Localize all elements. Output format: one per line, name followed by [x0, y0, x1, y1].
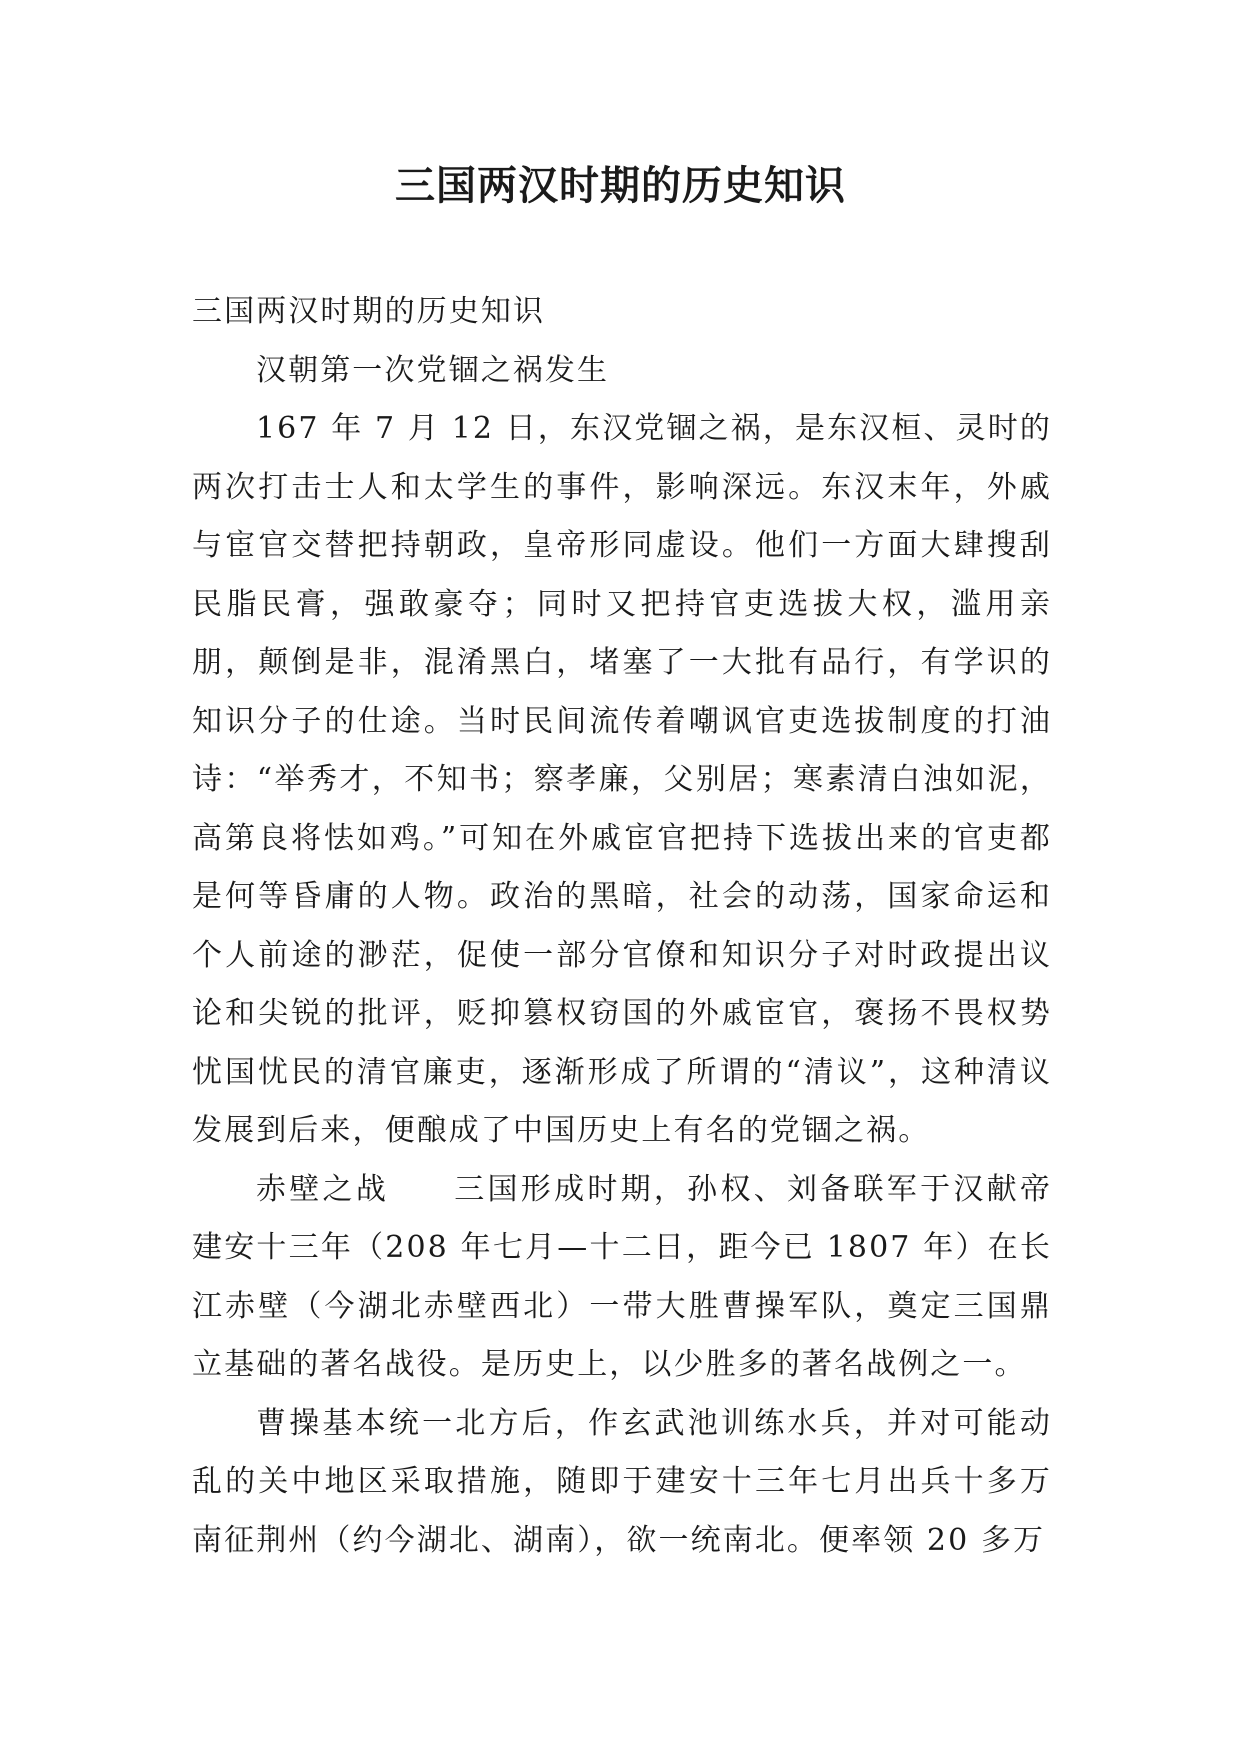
red-cliffs-heading: 赤壁之战 [256, 1171, 390, 1207]
paragraph-cao-cao: 曹操基本统一北方后，作玄武池训练水兵，并对可能动乱的关中地区采取措施，随即于建安十三年七月出兵十多万南征荆州（约今湖北、湖南），欲一统南北。便率领 20 多万 [192, 1405, 1052, 1558]
paragraph-red-cliffs [192, 1161, 1052, 1395]
paragraph-party-ban: 167 年 7 月 12 日，东汉党锢之祸，是东汉桓、灵时的两次打击士人和太学生的事件，影响深远。东汉末年，外戚与宦官交替把持朝政，皇帝形同虚设。他们一方面大肆搜刮民脂民膏，强敢豪夺；同时又把持官吏选拔大权，滥用亲朋，颠倒是非，混淆黑白，堵塞了一大批有品行，有学识的知识分子的仕途。当时民间流传着嘲讽官吏选拔制度的打油诗：“举秀才，不知书；察孝廉，父别居；寒素清白浊如泥，高第良将怯如鸡。”可知在外戚宦官把持下选拔出来的官吏都是何等昏庸的人物。政治的黑暗，社会的动荡，国家命运和个人前途的渺茫，促使一部分官僚和知识分子对时政提出议论和尖锐的批评，贬抑篡权窃国的外戚宦官，褒扬不畏权势忧国忧民的清官廉吏，逐渐形成了所谓的“清议”，这种清议发展到后来，便酿成了中国历史上有名的党锢之祸。 [192, 411, 1052, 1148]
red-cliffs-text: 三国形成时期，孙权、刘备联军于汉献帝建安十三年（208 年七月—十二日，距今已 1807 年）在长江赤壁（今湖北赤壁西北）一带大胜曹操军队，奠定三国鼎立基础的著名战役。是历史上，以少胜多的著名战例之一。 [192, 1171, 1052, 1382]
document-subtitle: 三国两汉时期的历史知识 [192, 294, 546, 329]
document-body [192, 283, 1052, 1570]
section-heading: 汉朝第一次党锢之祸发生 [256, 352, 610, 388]
document-title: 三国两汉时期的历史知识 [395, 162, 846, 209]
